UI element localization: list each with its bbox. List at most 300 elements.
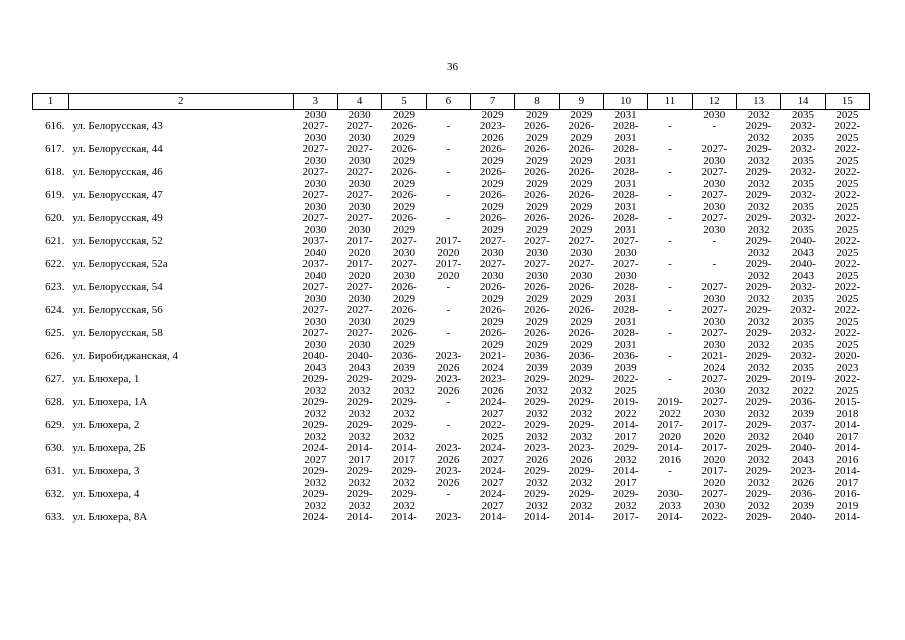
year-end: 2032 xyxy=(525,476,548,489)
year-start: 2017- xyxy=(346,236,373,248)
column-header: 6 xyxy=(426,94,470,110)
year-start: 2028- xyxy=(612,167,639,179)
year-range-cell xyxy=(338,420,382,443)
year-range-cell xyxy=(603,351,647,374)
year-range-cell xyxy=(515,190,559,213)
year-end: 2029 xyxy=(525,338,548,351)
year-end: 2031 xyxy=(614,131,637,144)
year-range-cell xyxy=(515,420,559,443)
column-header: 12 xyxy=(692,94,736,110)
year-end: 2035 xyxy=(791,338,814,351)
year-start: 2026- xyxy=(479,328,506,340)
year-start: 2027- xyxy=(568,259,595,271)
year-start: 2029- xyxy=(302,374,329,386)
year-start: 2027- xyxy=(701,213,728,225)
year-end: 2017 xyxy=(836,430,859,443)
year-range-cell xyxy=(515,512,559,535)
table-row xyxy=(33,121,870,144)
year-cell: 2029 xyxy=(570,109,593,121)
year-start: 2026- xyxy=(524,328,550,340)
year-end: 2032 xyxy=(393,430,415,443)
year-range-cell xyxy=(559,305,603,328)
year-end: 2026 xyxy=(481,131,504,144)
year-range-cell xyxy=(426,489,470,512)
address-cell: ул. Блюхера, 8А xyxy=(72,512,148,524)
year-start: - xyxy=(668,167,672,179)
year-start: 2028- xyxy=(612,121,639,133)
year-end: 2027 xyxy=(481,407,504,420)
year-range-cell xyxy=(648,259,692,282)
year-end: 2032 xyxy=(525,430,548,443)
year-end: 2035 xyxy=(791,154,814,167)
year-end: 2043 xyxy=(791,246,814,259)
year-range-cell xyxy=(293,305,337,328)
year-range-cell xyxy=(515,397,559,420)
year-start: 2029- xyxy=(745,236,772,248)
year-range-cell xyxy=(736,121,780,144)
year-end: 2029 xyxy=(570,177,593,190)
year-range-cell xyxy=(293,420,337,443)
address-cell: ул. Белорусская, 44 xyxy=(72,144,163,156)
year-start: 2027- xyxy=(302,213,329,225)
year-range-cell xyxy=(338,397,382,420)
year-range-cell xyxy=(692,144,736,167)
year-range-cell xyxy=(781,190,825,213)
year-end: 2032 xyxy=(747,131,770,144)
year-end: 2029 xyxy=(570,292,593,305)
year-start: 2022- xyxy=(834,328,861,340)
year-range-cell xyxy=(692,443,736,466)
year-start: 2024- xyxy=(479,397,506,409)
year-end: 2029 xyxy=(570,338,593,351)
continuation-row xyxy=(33,110,870,122)
year-end: 2022 xyxy=(614,407,637,420)
address-cell xyxy=(68,110,293,122)
year-end: 2032 xyxy=(747,430,770,443)
year-start: 2017- xyxy=(701,420,728,432)
year-end: 2030 xyxy=(703,384,726,397)
year-end: 2031 xyxy=(614,315,637,328)
year-range-cell xyxy=(382,512,426,535)
year-end: 2017 xyxy=(836,476,859,489)
column-header: 1 xyxy=(33,94,69,110)
year-start: 2023- xyxy=(479,374,506,386)
year-end: 2029 xyxy=(525,200,548,213)
year-range-cell xyxy=(736,397,780,420)
year-start: 2022- xyxy=(834,121,861,133)
year-start: 2022- xyxy=(834,236,861,248)
year-range-cell xyxy=(515,374,559,397)
year-start: 2026- xyxy=(479,144,506,156)
year-cell xyxy=(426,110,470,122)
year-start: 2026- xyxy=(479,305,506,317)
year-range-cell xyxy=(559,144,603,167)
year-end: 2027 xyxy=(481,476,504,489)
year-range-cell xyxy=(515,144,559,167)
year-start: 2026- xyxy=(479,190,506,202)
year-start: 2036- xyxy=(391,351,417,363)
table-row xyxy=(33,443,870,466)
year-range-cell xyxy=(471,351,515,374)
year-start: 2026- xyxy=(524,144,550,156)
column-header: 8 xyxy=(515,94,559,110)
year-start: 2019- xyxy=(790,374,816,386)
year-range-cell xyxy=(692,167,736,190)
year-start: - xyxy=(668,213,672,225)
table-row xyxy=(33,466,870,489)
table-row xyxy=(33,489,870,512)
year-start: 2029- xyxy=(745,397,772,409)
column-header: 5 xyxy=(382,94,426,110)
year-range-cell xyxy=(736,167,780,190)
year-start: 2029- xyxy=(391,397,417,409)
year-start: 2024- xyxy=(479,489,506,501)
row-number: 628. xyxy=(45,397,65,409)
year-end: 2039 xyxy=(525,361,548,374)
year-end: 2026 xyxy=(437,476,460,489)
year-range-cell xyxy=(825,328,869,351)
year-start: 2017- xyxy=(435,259,462,271)
year-range-cell xyxy=(338,374,382,397)
address-cell: ул. Белорусская, 47 xyxy=(72,190,163,202)
year-range-cell xyxy=(825,466,869,489)
year-end: 2032 xyxy=(304,407,327,420)
year-range-cell xyxy=(293,328,337,351)
year-range-cell xyxy=(338,213,382,236)
year-end: 2029 xyxy=(570,315,593,328)
year-start: 2027- xyxy=(612,259,639,271)
year-range-cell xyxy=(515,236,559,259)
year-start: 2017- xyxy=(657,420,683,432)
year-end: 2025 xyxy=(481,430,504,443)
year-start: 2023- xyxy=(435,374,462,386)
year-end: 2020 xyxy=(437,269,460,282)
year-start: 2017- xyxy=(346,259,373,271)
year-start: 2027- xyxy=(302,282,329,294)
year-start: 2026- xyxy=(568,121,595,133)
year-start: 2028- xyxy=(612,282,639,294)
year-end: 2030 xyxy=(703,177,726,190)
year-start: - xyxy=(668,374,672,386)
year-range-cell xyxy=(736,328,780,351)
year-end: 2032 xyxy=(570,476,593,489)
year-range-cell xyxy=(781,144,825,167)
year-start: 2029- xyxy=(568,374,595,386)
year-start: - xyxy=(446,489,451,501)
year-end: 2029 xyxy=(525,223,548,236)
year-start: 2027- xyxy=(302,328,329,340)
year-start: 2024- xyxy=(302,512,329,524)
address-cell: ул. Белорусская, 52 xyxy=(72,236,163,248)
year-start: 2014- xyxy=(612,466,639,478)
year-end: 2032 xyxy=(304,499,327,512)
year-range-cell xyxy=(736,144,780,167)
year-range-cell xyxy=(471,213,515,236)
year-end: 2030 xyxy=(304,177,327,190)
year-start: 2028- xyxy=(612,328,639,340)
year-range-cell xyxy=(603,144,647,167)
year-range-cell xyxy=(825,144,869,167)
year-start: 2024- xyxy=(479,466,506,478)
year-start: 2037- xyxy=(790,420,816,432)
year-range-cell xyxy=(293,351,337,374)
year-end: 2030 xyxy=(348,131,371,144)
year-range-cell xyxy=(382,144,426,167)
year-start: 2027- xyxy=(346,305,373,317)
year-end: 2043 xyxy=(348,361,371,374)
row-number: 631. xyxy=(45,466,65,478)
year-end: 2035 xyxy=(791,177,814,190)
year-range-cell xyxy=(603,282,647,305)
year-range-cell xyxy=(781,282,825,305)
header-row xyxy=(33,94,870,110)
year-range-cell xyxy=(382,466,426,489)
year-start: 2014- xyxy=(346,443,373,455)
year-end: 2032 xyxy=(348,384,371,397)
year-start: 2029- xyxy=(612,443,639,455)
year-range-cell xyxy=(426,121,470,144)
year-end: 2025 xyxy=(836,269,859,282)
year-range-cell xyxy=(736,512,780,535)
year-end: 2030 xyxy=(614,269,637,282)
year-range-cell xyxy=(781,305,825,328)
year-range-cell xyxy=(648,167,692,190)
year-range-cell xyxy=(648,420,692,443)
year-range-cell xyxy=(825,190,869,213)
year-range-cell xyxy=(471,167,515,190)
year-end: 2029 xyxy=(525,154,548,167)
year-end: 2030 xyxy=(304,338,327,351)
year-start: 2017- xyxy=(435,236,462,248)
year-range-cell xyxy=(293,512,337,535)
address-cell: ул. Белорусская, 52а xyxy=(72,259,168,271)
year-range-cell xyxy=(603,443,647,466)
year-start: 2029- xyxy=(745,167,772,179)
year-start: 2029- xyxy=(568,466,595,478)
column-header: 11 xyxy=(648,94,692,110)
year-start: 2029- xyxy=(302,420,329,432)
year-end: 2025 xyxy=(836,338,859,351)
year-end: 2020 xyxy=(348,246,371,259)
year-end: 2032 xyxy=(348,430,371,443)
year-start: 2027- xyxy=(568,236,595,248)
address-cell: ул. Белорусская, 43 xyxy=(72,121,163,133)
year-range-cell xyxy=(825,121,869,144)
year-end: 2033 xyxy=(658,499,681,512)
year-range-cell xyxy=(382,443,426,466)
column-header: 4 xyxy=(338,94,382,110)
year-start: 2032- xyxy=(790,167,816,179)
year-range-cell xyxy=(781,351,825,374)
year-cell: 2029 xyxy=(525,109,548,121)
year-range-cell xyxy=(559,282,603,305)
year-start: 2026- xyxy=(568,190,595,202)
address-cell: ул. Блюхера, 3 xyxy=(72,466,140,478)
year-end: 2035 xyxy=(791,292,814,305)
year-start: 2036- xyxy=(790,397,816,409)
year-start: 2026- xyxy=(568,167,595,179)
year-range-cell xyxy=(559,167,603,190)
year-range-cell xyxy=(293,121,337,144)
year-end: 2032 xyxy=(747,200,770,213)
year-range-cell xyxy=(648,282,692,305)
year-range-cell xyxy=(559,489,603,512)
year-end: 2032 xyxy=(570,384,593,397)
year-start: 2029- xyxy=(391,466,417,478)
table-row xyxy=(33,305,870,328)
table-row xyxy=(33,374,870,397)
year-start: 2027- xyxy=(701,167,728,179)
year-start: 2029- xyxy=(745,282,772,294)
year-range-cell xyxy=(382,236,426,259)
year-start: 2014- xyxy=(834,466,861,478)
year-start: 2036- xyxy=(524,351,550,363)
year-end: 2030 xyxy=(348,177,371,190)
year-start: 2029- xyxy=(745,305,772,317)
year-start: 2022- xyxy=(834,167,861,179)
year-cell: 2025 xyxy=(836,109,859,121)
address-cell: ул. Белорусская, 54 xyxy=(72,282,163,294)
year-start: 2029- xyxy=(745,351,772,363)
year-end: 2017 xyxy=(614,430,637,443)
year-range-cell xyxy=(603,236,647,259)
table-row xyxy=(33,282,870,305)
year-range-cell xyxy=(559,236,603,259)
year-start: 2023- xyxy=(790,466,816,478)
year-end: 2029 xyxy=(393,315,415,328)
year-range-cell xyxy=(692,305,736,328)
year-start: 2029- xyxy=(745,121,772,133)
year-end: 2040 xyxy=(791,430,814,443)
year-range-cell xyxy=(338,282,382,305)
year-range-cell xyxy=(825,374,869,397)
year-range-cell xyxy=(426,144,470,167)
year-range-cell xyxy=(781,512,825,535)
year-end: 2032 xyxy=(393,499,415,512)
year-range-cell xyxy=(471,305,515,328)
year-range-cell xyxy=(781,213,825,236)
column-header: 10 xyxy=(603,94,647,110)
year-end: 2030 xyxy=(525,246,548,259)
year-start: 2028- xyxy=(612,190,639,202)
table-row xyxy=(33,328,870,351)
year-end: 2030 xyxy=(703,200,726,213)
year-range-cell xyxy=(825,489,869,512)
year-range-cell xyxy=(603,397,647,420)
year-start: 2023- xyxy=(435,466,462,478)
year-end: 2029 xyxy=(481,154,504,167)
year-range-cell xyxy=(559,190,603,213)
year-end: 2017 xyxy=(348,453,371,466)
year-range-cell xyxy=(825,236,869,259)
year-end: 2016 xyxy=(836,453,859,466)
year-start: 2027- xyxy=(701,328,728,340)
year-range-cell xyxy=(293,282,337,305)
year-range-cell xyxy=(648,236,692,259)
year-end: 2018 xyxy=(836,407,859,420)
year-range-cell xyxy=(293,374,337,397)
year-range-cell xyxy=(648,466,692,489)
year-range-cell xyxy=(382,121,426,144)
year-range-cell xyxy=(736,443,780,466)
year-start: 2029- xyxy=(302,466,329,478)
year-start: 2027- xyxy=(701,305,728,317)
year-start: 2017- xyxy=(701,443,728,455)
year-end: 2030 xyxy=(703,223,726,236)
year-range-cell xyxy=(692,190,736,213)
row-number: 622. xyxy=(45,259,65,271)
year-start: 2027- xyxy=(346,328,373,340)
year-range-cell xyxy=(515,351,559,374)
year-range-cell xyxy=(648,374,692,397)
year-range-cell xyxy=(559,328,603,351)
year-range-cell xyxy=(559,443,603,466)
year-end: 2030 xyxy=(614,246,637,259)
year-end: 2017 xyxy=(614,476,637,489)
year-range-cell xyxy=(603,167,647,190)
year-end: 2025 xyxy=(614,384,637,397)
year-range-cell xyxy=(736,374,780,397)
year-range-cell xyxy=(603,374,647,397)
year-range-cell xyxy=(426,397,470,420)
year-start: 2036- xyxy=(612,351,639,363)
year-cell: 2030 xyxy=(348,109,371,121)
year-range-cell xyxy=(471,374,515,397)
year-range-cell xyxy=(426,190,470,213)
year-range-cell xyxy=(338,512,382,535)
year-end: 2032 xyxy=(747,453,770,466)
year-end: 2030 xyxy=(703,292,726,305)
year-end: 2029 xyxy=(393,200,415,213)
year-start: 2014- xyxy=(834,420,861,432)
year-start: 2030- xyxy=(657,489,683,501)
year-end: 2030 xyxy=(703,315,726,328)
year-end: 2040 xyxy=(304,269,327,282)
year-start: 2028- xyxy=(612,213,639,225)
year-start: - xyxy=(668,305,672,317)
year-end: 2020 xyxy=(437,246,460,259)
year-end: 2029 xyxy=(481,200,504,213)
year-start: 2029- xyxy=(568,489,595,501)
year-range-cell xyxy=(382,328,426,351)
year-range-cell xyxy=(515,213,559,236)
year-cell: 2029 xyxy=(481,109,504,121)
year-range-cell xyxy=(692,351,736,374)
year-end: 2030 xyxy=(348,292,371,305)
year-range-cell xyxy=(426,466,470,489)
year-cell: 2031 xyxy=(614,109,637,121)
address-cell: ул. Блюхера, 4 xyxy=(72,489,140,501)
year-range-cell xyxy=(515,328,559,351)
year-start: 2029- xyxy=(745,144,772,156)
year-end: 2043 xyxy=(304,361,327,374)
year-range-cell xyxy=(648,489,692,512)
year-start: 2040- xyxy=(790,443,816,455)
year-start: 2026- xyxy=(524,282,550,294)
year-start: 2022- xyxy=(612,374,639,386)
year-start: 2027- xyxy=(346,190,373,202)
year-start: 2014- xyxy=(391,512,417,524)
year-end: 2032 xyxy=(614,499,637,512)
year-start: 2021- xyxy=(701,351,728,363)
year-range-cell xyxy=(648,443,692,466)
year-start: 2040- xyxy=(302,351,329,363)
table-body xyxy=(33,110,870,536)
year-start: 2023- xyxy=(479,121,506,133)
year-start: - xyxy=(446,144,451,156)
year-start: 2027- xyxy=(612,236,639,248)
year-end: 2032 xyxy=(747,246,770,259)
